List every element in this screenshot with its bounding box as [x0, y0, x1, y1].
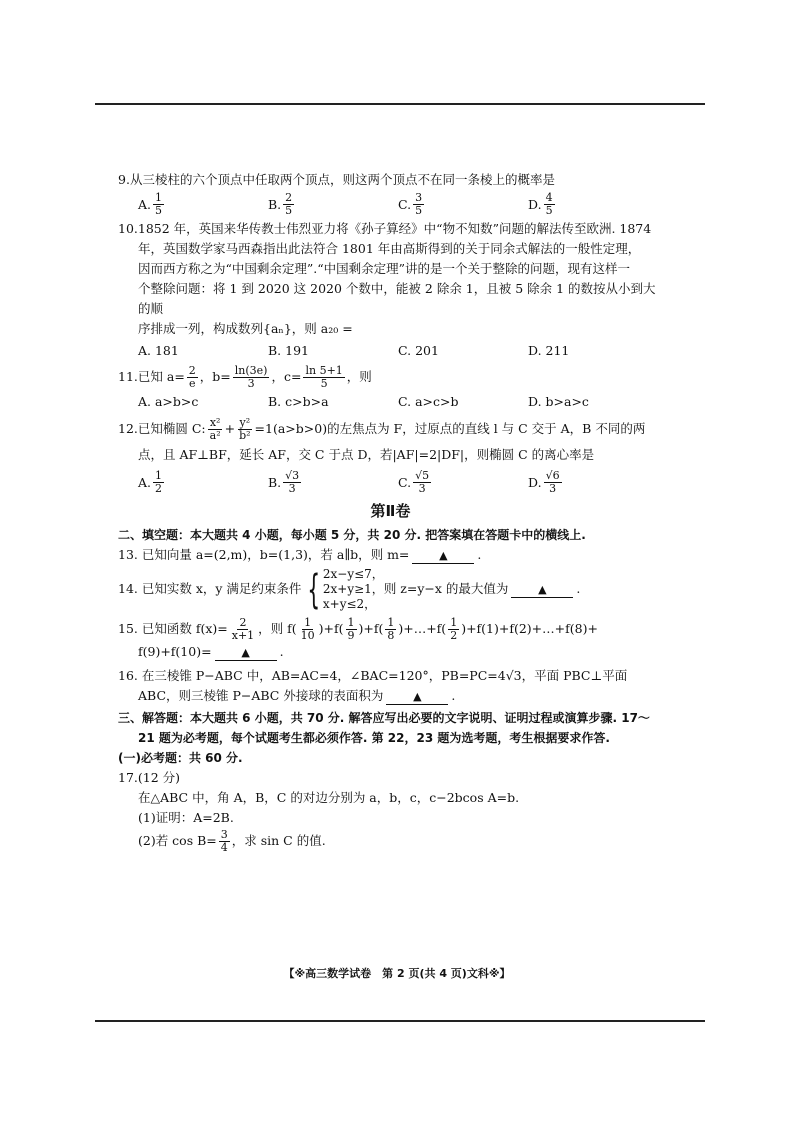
option-c[interactable]: C. 201: [398, 343, 439, 358]
question-17: [118, 768, 663, 854]
option-b[interactable]: B. $\frac{√3}{3}$: [268, 469, 300, 495]
option-d[interactable]: D. 211: [528, 343, 570, 358]
brace-icon: {: [307, 566, 321, 613]
option-a[interactable]: A. 181: [138, 343, 179, 358]
question-10-line: 年，英国数学家马西森指出此法符合 1801 年由高斯得到的关于同余式解法的一般性定理，: [138, 241, 641, 256]
question-12-options: [118, 470, 663, 495]
required-section-header: (一)必考题：共 60 分.: [118, 751, 243, 765]
bottom-rule: [95, 1020, 705, 1022]
question-10-line: 1852 年，英国来华传教士伟烈亚力将《孙子算经》中“物不知数”问题的解法传至欧洲. 1874: [137, 221, 652, 236]
question-11: 11.已知 a= $\frac{2}{e}$ ，b= $\frac{\ln(3e)}{3}$ ，c= $\frac{\ln 5+1}{5}$ ，则: [118, 364, 372, 390]
option-c[interactable]: C. $\frac{3}{5}$: [398, 191, 423, 217]
section-2-title: 第Ⅱ卷: [370, 502, 411, 520]
option-b[interactable]: B. $\frac{2}{5}$: [268, 191, 293, 217]
question-10: [118, 219, 663, 339]
question-10-line: 因而西方称之为“中国剩余定理”.“中国剩余定理”讲的是一个关于整除的问题，现有这样一: [138, 261, 631, 276]
exam-content: [118, 170, 663, 854]
option-c[interactable]: C. a>c>b: [398, 394, 459, 409]
question-9-number: 9.: [118, 172, 130, 187]
question-11-number: 11.: [118, 369, 138, 384]
option-d[interactable]: D. $\frac{√6}{3}$: [528, 469, 560, 495]
option-b[interactable]: B. c>b>a: [268, 394, 329, 409]
answer-section-header-cont: 21 题为必考题，每个试题考生都必须作答. 第 22，23 题为选考题，考生根据要求作答.: [138, 731, 610, 745]
question-12: 12.已知椭圆 C: $\frac{\text{x²}}{\text{a²}}$ + $\frac{\text{y²}}{\text{b²}}$ =1(a>b>0)的左焦点为 F，过原点的直线 l 与 C 交于 A，B 不同的两 点，且 AF⊥BF，延长 AF，交 C 于点 D，若|AF|=2|DF|，则椭圆 C 的离心率是: [118, 416, 646, 462]
question-17-part-2: (2)若 cos B= $\frac{3}{4}$ ，求 sin C 的值.: [138, 828, 326, 854]
question-9-stem: 从三棱柱的六个顶点中任取两个顶点，则这两个顶点不在同一条棱上的概率是: [129, 172, 555, 187]
question-10-line: 个整除问题：将 1 到 2020 这 2020 个数中，能被 2 除余 1，且被 5 除余 1 的数按从小到大的顺: [138, 281, 656, 316]
answer-blank[interactable]: ▲: [215, 646, 277, 661]
top-rule: [95, 103, 705, 105]
page-footer: 【※高三数学试卷 第 2 页(共 4 页)文科※】: [283, 967, 511, 980]
option-b[interactable]: B. 191: [268, 343, 309, 358]
option-a[interactable]: A. $\frac{1}{5}$: [138, 191, 163, 217]
fraction: $\frac{\ln(3e)}{3}$: [234, 364, 268, 390]
fraction: $\frac{2}{e}$: [188, 364, 196, 390]
question-11-options: [118, 392, 663, 412]
answer-blank[interactable]: ▲: [386, 690, 448, 705]
question-16: 16. 在三棱锥 P−ABC 中，AB=AC=4，∠BAC=120°，PB=PC=4√3，平面 PBC⊥平面 ABC，则三棱锥 P−ABC 外接球的表面积为 ▲ .: [118, 668, 628, 703]
option-a[interactable]: A. a>b>c: [138, 394, 199, 409]
question-9: [118, 170, 663, 190]
question-10-line: 序排成一列，构成数列{aₙ}，则 a₂₀ =: [138, 321, 353, 336]
option-d[interactable]: D. b>a>c: [528, 394, 589, 409]
option-a[interactable]: A. $\frac{1}{2}$: [138, 469, 163, 495]
question-12-number: 12.: [118, 421, 138, 436]
question-10-options: [118, 341, 663, 361]
question-14: 14. 已知实数 x，y 满足约束条件 { 2x−y≤7， 2x+y≥1， x+y≤2， 则 z=y−x 的最大值为 ▲ .: [118, 566, 581, 613]
question-17-number: 17.(12 分): [118, 770, 181, 785]
option-d[interactable]: D. $\frac{4}{5}$: [528, 191, 553, 217]
question-17-part-1: (1)证明：A=2B.: [138, 810, 234, 825]
constraint-system: { 2x−y≤7， 2x+y≥1， x+y≤2，: [307, 566, 384, 613]
answer-blank[interactable]: ▲: [412, 549, 474, 564]
question-10-number: 10.: [118, 221, 138, 236]
question-13: 13. 已知向量 a=(2,m)，b=(1,3)，若 a∥b，则 m= ▲ .: [118, 547, 482, 562]
fraction: $\frac{\ln 5+1}{5}$: [305, 364, 343, 390]
question-9-options: [118, 192, 663, 217]
option-c[interactable]: C. $\frac{√5}{3}$: [398, 469, 430, 495]
fill-in-header: 二、填空题：本大题共 4 小题，每小题 5 分，共 20 分. 把答案填在答题卡中的横线上.: [118, 528, 586, 542]
question-15: 15. 已知函数 f(x)= $\frac{2}{x+1}$ ，则 f( $\frac{1}{10}$ )+f( $\frac{1}{9}$ )+f( $\frac{1}{8}$ )+…+f( $\frac{1}{2}$ )+f(1)+f(2)+…+f(8)+ f(9)+f(10)= ▲ .: [118, 616, 598, 659]
answer-section-header: 三、解答题：本大题共 6 小题，共 70 分. 解答应写出必要的文字说明、证明过程或演算步骤. 17～: [118, 711, 650, 725]
question-17-stem: 在△ABC 中，角 A，B，C 的对边分别为 a，b，c，c−2bcos A=b.: [138, 790, 520, 805]
answer-blank[interactable]: ▲: [511, 583, 573, 598]
